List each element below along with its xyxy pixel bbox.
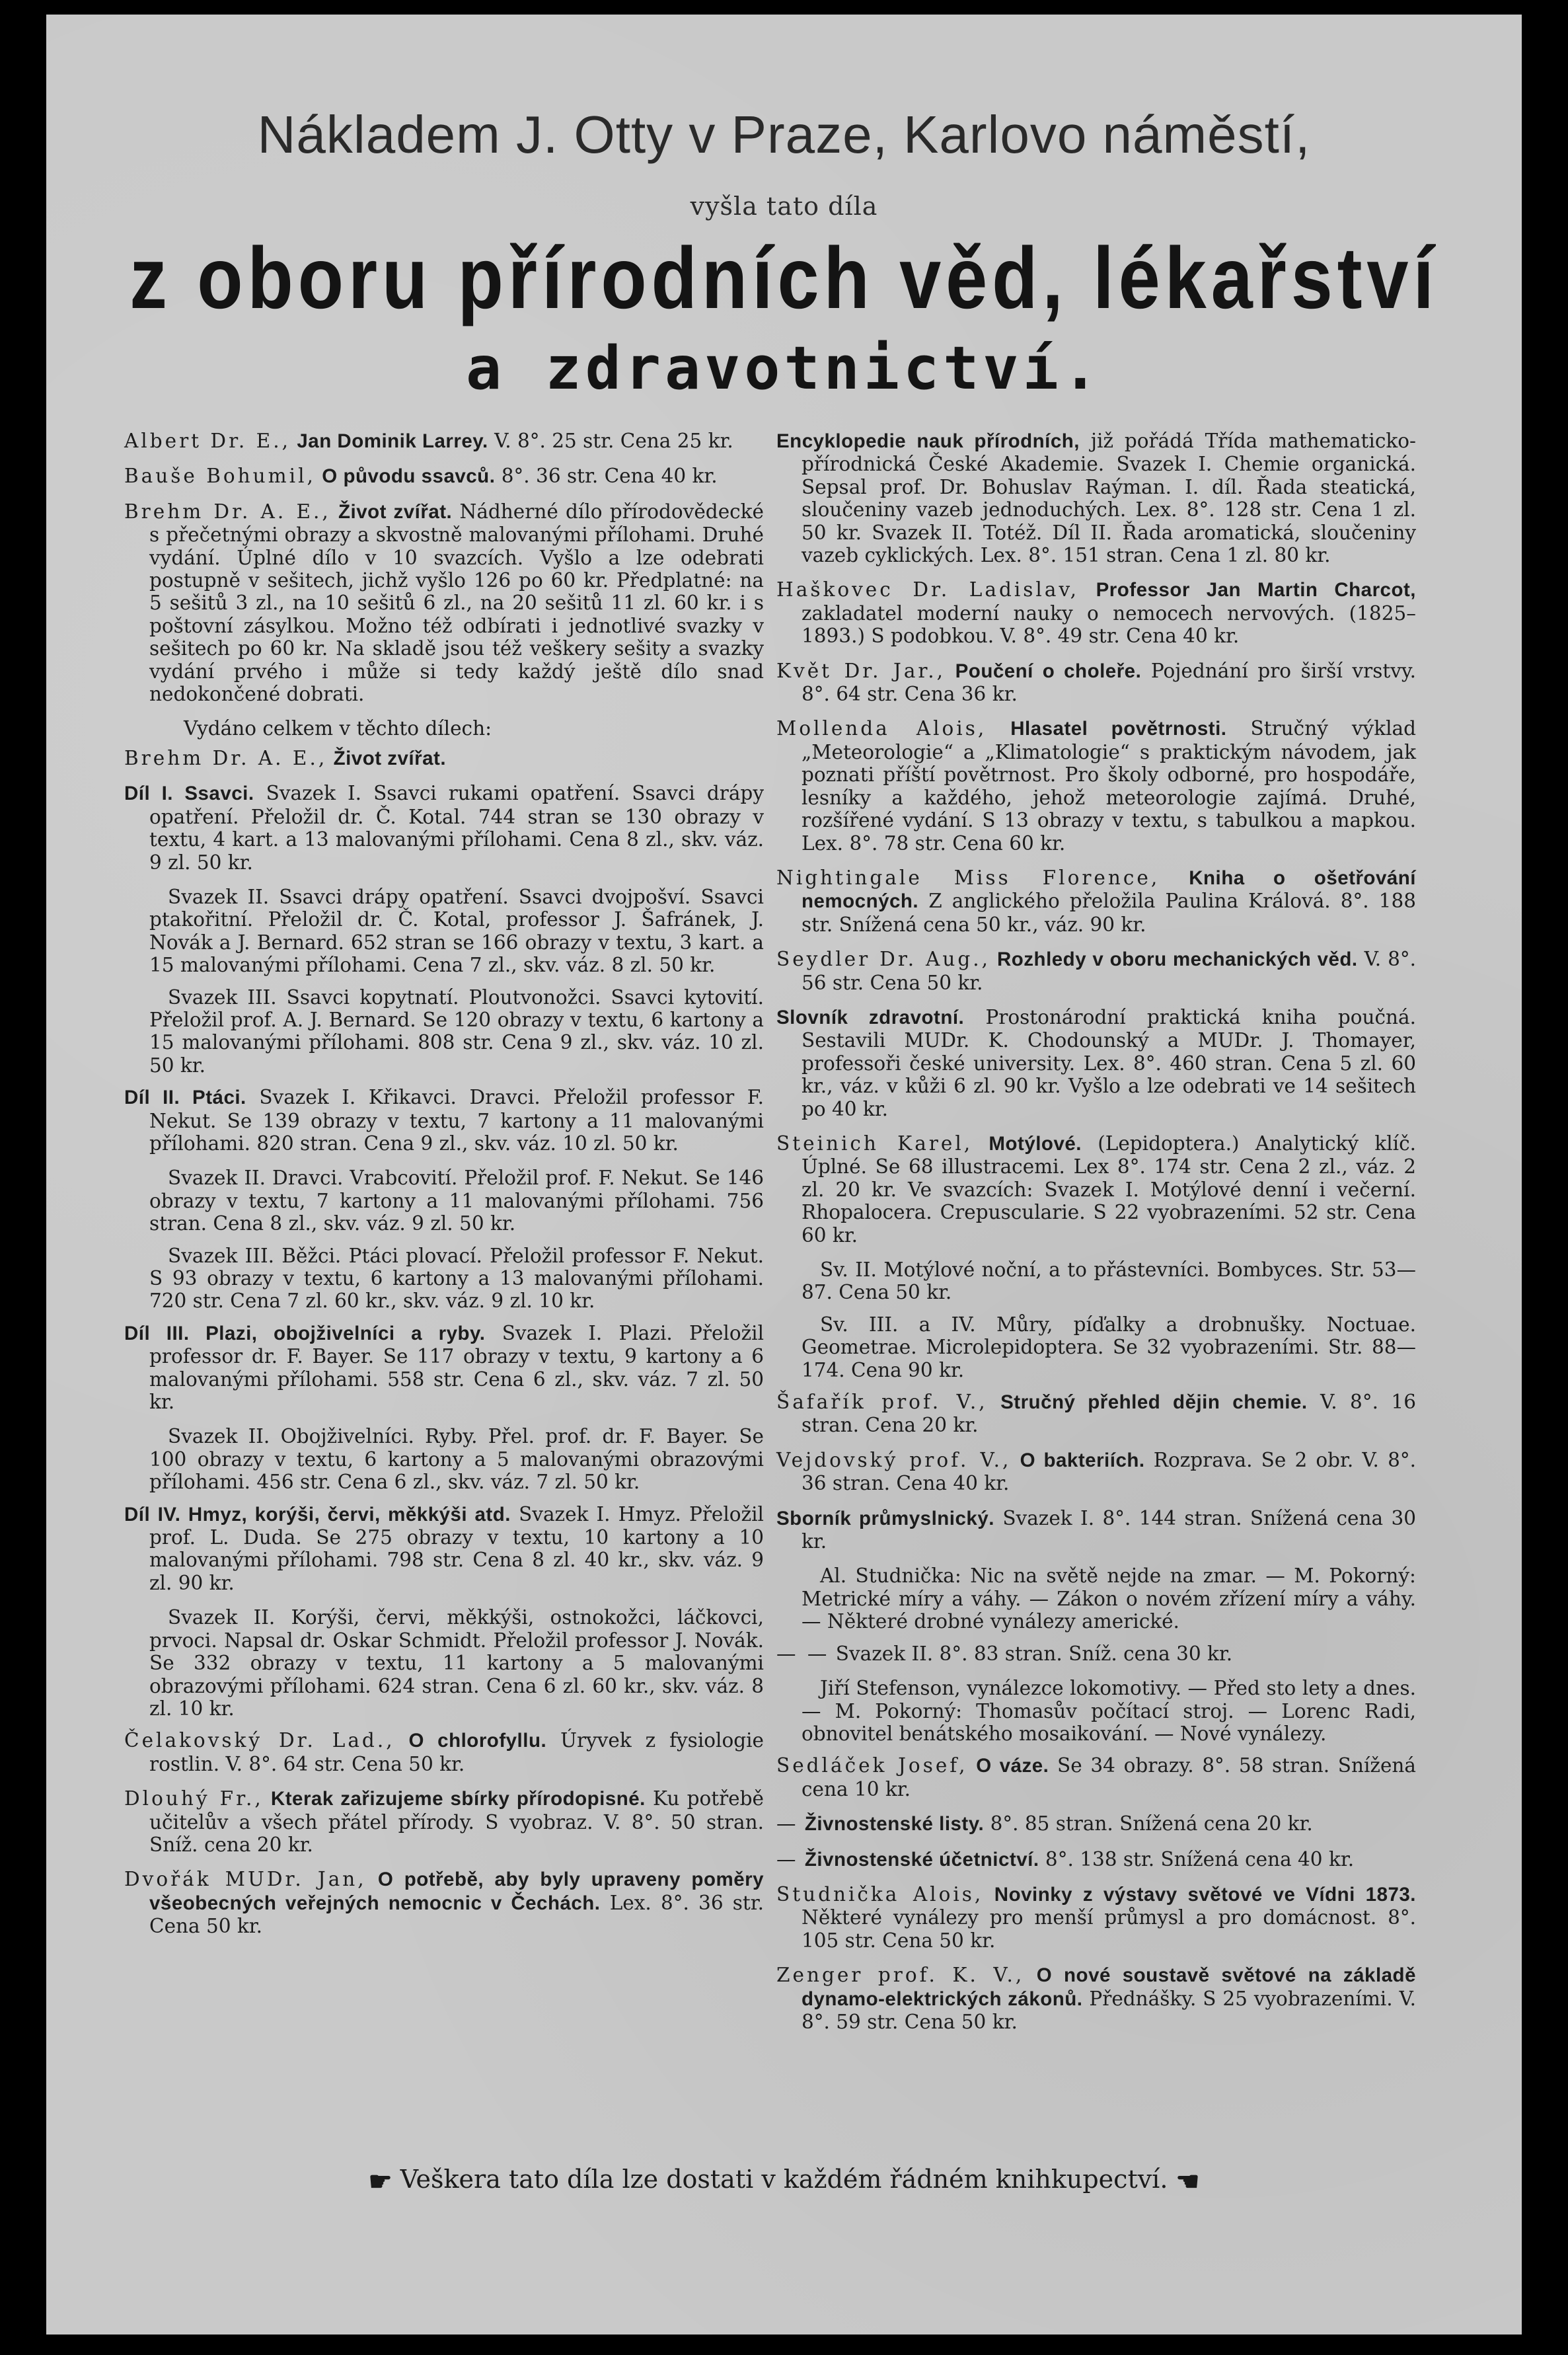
entry-description: Z anglického přeložila Paulina Králová. 8°. 188 str. Snížená cena 50 kr., váz. 90 kr. xyxy=(802,890,1416,936)
entry-title: O nové soustavě světové na základě dynamo-elektrických zákonů. xyxy=(802,1964,1416,2010)
entry-description: Lex. 8°. 36 str. Cena 50 kr. xyxy=(149,1891,765,1938)
entry-description: Jiří Stefenson, vynálezce lokomotivy. — Před sto lety a dnes. — M. Pokorný: Thomasův počítací stroj. — Lorenc Radi, obnovitel benátského mosaikování. — Nové vynálezy. xyxy=(802,1677,1416,1745)
entry-description: Svazek II. Dravci. Vrabcovití. Přeložil prof. F. Nekut. Se 146 obrazy v textu, 7 kartony a 11 malovanými přílohami. 756 stran. Cena 8 zl., skv. váz. 9 zl. 50 kr. xyxy=(149,1167,764,1235)
entry-description: Svazek II. 8°. 83 stran. Sníž. cena 30 kr. xyxy=(835,1642,1233,1665)
entry-author: — xyxy=(776,1847,799,1871)
catalog-entry xyxy=(124,1425,764,1493)
catalog-entry xyxy=(124,1167,764,1235)
catalog-entry xyxy=(124,782,764,874)
entry-description: Sv. II. Motýlové noční, a to přástevníci. Bombyces. Str. 53—87. Cena 50 kr. xyxy=(802,1258,1416,1304)
entry-description: V. 8°. 25 str. Cena 25 kr. xyxy=(494,430,733,452)
entry-description: 8°. 85 stran. Snížená cena 20 kr. xyxy=(990,1812,1313,1835)
catalog-entry xyxy=(124,1503,764,1595)
left-column xyxy=(124,430,764,1950)
entry-description: Svazek I. Křikavci. Dravci. Přeložil professor F. Nekut. Se 139 obrazy v textu, 7 kartony a 11 malovanými přílohami. 820 stran. Cena 9 zl., skv. váz. 10 zl. 50 kr. xyxy=(149,1086,764,1155)
publisher-line: Nákladem J. Otty v Praze, Karlovo náměstí, xyxy=(257,105,1311,164)
entry-author: Čelakovský Dr. Lad., xyxy=(124,1729,395,1752)
catalog-entry xyxy=(124,1086,764,1155)
catalog-entry xyxy=(124,1787,764,1856)
entry-author: Brehm Dr. A. E., xyxy=(124,746,328,769)
entry-author: Bauše Bohumil, xyxy=(124,465,316,488)
entry-description: Se 34 obrazy. 8°. 58 stran. Snížená cena 10 kr. xyxy=(802,1754,1416,1800)
entry-author: Brehm Dr. A. E., xyxy=(124,500,331,523)
entry-title: O chlorofyllu. xyxy=(408,1730,547,1752)
entry-author: — — xyxy=(776,1642,830,1665)
entry-title: Professor Jan Martin Charcot, xyxy=(1096,579,1416,601)
entry-title: Jan Dominik Larrey. xyxy=(297,430,488,452)
pointing-hand-right-icon: ☛ xyxy=(368,2166,392,2197)
entry-author: Seydler Dr. Aug., xyxy=(776,948,990,971)
entry-description: Svazek I. Hmyz. Přeložil prof. L. Duda. Se 275 obrazy v textu, 10 kartony a 10 malovanými přílohami. 798 str. Cena 8 zl. 40 kr., skv. váz. 9 zl. 90 kr. xyxy=(149,1502,764,1594)
catalog-entry xyxy=(776,1964,1416,2033)
entry-author: Dlouhý Fr., xyxy=(124,1787,264,1810)
entry-title: Rozhledy v oboru mechanických věd. xyxy=(996,948,1358,971)
entry-title: Sborník průmyslnický. xyxy=(776,1507,994,1529)
entry-title: Slovník zdravotní. xyxy=(776,1006,965,1028)
entry-description: Svazek I. Plazi. Přeložil professor dr. F. Bayer. Se 117 obrazy v textu, 9 kartony a 6 malovanými přílohami. 558 str. Cena 6 zl., skv. váz. 7 zl. 50 kr. xyxy=(149,1321,765,1414)
catalog-entry xyxy=(124,886,764,977)
entry-author: Zenger prof. K. V., xyxy=(776,1964,1025,1987)
entry-title: Novinky z výstavy světové ve Vídni 1873. xyxy=(994,1883,1416,1906)
entry-description: V. 8°. 16 stran. Cena 20 kr. xyxy=(802,1391,1416,1437)
entry-title: Díl III. Plazi, obojživelníci a ryby. xyxy=(124,1322,486,1344)
entry-title: Život zvířat. xyxy=(333,747,447,769)
entry-description: Prostonárodní praktická kniha poučná. Sestavili MUDr. K. Chodounský a MUDr. J. Thomayer, professoři české university. Lex. 8°. 460 stran. Cena 5 zl. 60 kr., váz. v kůži 6 zl. 90 kr. Vyšlo a lze odebrati ve 14 sešitech po 40 kr. xyxy=(802,1005,1416,1120)
entry-title: Stručný přehled dějin chemie. xyxy=(1000,1391,1308,1414)
catalog-entry xyxy=(776,1883,1416,1952)
catalog-entry xyxy=(776,1642,1416,1665)
entry-description: 8°. 138 str. Snížená cena 40 kr. xyxy=(1045,1847,1355,1871)
entry-description: V. 8°. 56 str. Cena 50 kr. xyxy=(802,948,1416,994)
entry-title: O váze. xyxy=(976,1755,1049,1777)
entry-title: Encyklopedie nauk přírodních, xyxy=(776,430,1080,452)
catalog-entry xyxy=(776,1754,1416,1800)
entry-description: Vydáno celkem v těchto dílech: xyxy=(184,717,492,740)
published-subtitle: vyšla tato díla xyxy=(690,192,878,221)
entry-author: Studnička Alois, xyxy=(776,1882,984,1906)
catalog-entry xyxy=(124,430,764,453)
catalog-entry xyxy=(124,1245,764,1313)
catalog-entry xyxy=(776,1258,1416,1304)
entry-title: Život zvířat. xyxy=(338,500,453,523)
catalog-entry xyxy=(776,578,1416,647)
footer-text: Veškera tato díla lze dostati v každém řádném knihkupectví. xyxy=(400,2165,1168,2194)
catalog-entry xyxy=(124,747,764,770)
entry-author: Mollenda Alois, xyxy=(776,717,987,740)
entry-description: Některé vynálezy pro menší průmysl a pro domácnost. 8°. 105 str. Cena 50 kr. xyxy=(802,1906,1416,1952)
main-heading: z oboru přírodních věd, lékařství xyxy=(130,229,1438,327)
entry-description: Svazek III. Ssavci kopytnatí. Ploutvonožci. Ssavci kytovití. Přeložil prof. A. J. Bernard. Se 120 obrazy v textu, 6 kartony a 15 malovanými přílohami. 808 str. Cena 9 zl., skv. váz. 10 zl. 50 kr. xyxy=(149,985,764,1077)
entry-description: Přednášky. S 25 vyobrazeními. V. 8°. 59 str. Cena 50 kr. xyxy=(802,1987,1416,2033)
pointing-hand-left-icon: ☚ xyxy=(1176,2166,1200,2197)
catalog-entry xyxy=(124,717,764,740)
catalog-entry xyxy=(776,1564,1416,1633)
catalog-entry xyxy=(776,1449,1416,1495)
entry-title: O bakteriích. xyxy=(1020,1449,1145,1471)
entry-author: Steinich Karel, xyxy=(776,1132,973,1155)
entry-description: Svazek I. Ssavci rukami opatření. Ssavci drápy opatření. Přeložil dr. Č. Kotal. 744 stran se 130 obrazy v textu, 4 kart. a 13 malovanými přílohami. Cena 8 zl., skv. váz. 9 zl. 50 kr. xyxy=(149,782,764,874)
entry-description: Ku potřebě učitelův a všech přátel přírody. S vyobraz. V. 8°. 50 stran. Sníž. cena 20 kr. xyxy=(149,1787,764,1856)
entry-author: — xyxy=(776,1812,799,1835)
entry-description: Pojednání pro širší vrstvy. 8°. 64 str. Cena 36 kr. xyxy=(802,659,1416,706)
catalog-entry xyxy=(776,867,1416,936)
catalog-entry xyxy=(776,1812,1416,1835)
catalog-entry xyxy=(124,1322,764,1414)
entry-author: Vejdovský prof. V., xyxy=(776,1448,1012,1471)
right-column xyxy=(776,430,1416,2045)
entry-title: O původu ssavců. xyxy=(322,465,496,488)
entry-author: Haškovec Dr. Ladislav, xyxy=(776,578,1079,601)
entry-author: Albert Dr. E., xyxy=(124,430,291,452)
catalog-entry xyxy=(776,1507,1416,1553)
catalog-entry xyxy=(124,986,764,1077)
entry-description: Svazek II. Obojživelníci. Ryby. Přel. prof. dr. F. Bayer. Se 100 obrazy v textu, 6 kartony a 5 malovanými obrazovými přílohami. 456 str. Cena 6 zl., skv. váz. 7 zl. 50 kr. xyxy=(149,1425,764,1494)
catalog-entry xyxy=(776,948,1416,994)
entry-title: Kniha o ošetřování nemocných. xyxy=(802,867,1416,913)
entry-title: Živnostenské listy. xyxy=(804,1813,985,1835)
entry-description: zakladatel moderní nauky o nemocech nervových. (1825–1893.) S podobkou. V. 8°. 49 str. Cena 40 kr. xyxy=(802,601,1416,648)
catalog-entry xyxy=(776,1677,1416,1745)
entry-title: Poučení o choleře. xyxy=(955,660,1142,682)
entry-description: Nádherné dílo přírodovědecké s přečetnými obrazy a skvostně malovanými přílohami. Druhé vydání. Úplné dílo v 10 svazcích. Vyšlo a lze odebrati postupně v sešitech, jichž vyšlo 126 po 60 kr. Předplatné: na 5 sešitů 3 zl., na 10 sešitů 6 zl., na 20 sešitů 11 zl. 60 kr. i s poštovní zásylkou. Možno též odbírati i jednotlivé svazky v sešitech po 60 kr. Na skladě jsou též veškery sešity a svazky vydání prvého i může si tedy každý ještě dílo snad nedokončené dobrati. xyxy=(149,500,765,706)
entry-author: Dvořák MUDr. Jan, xyxy=(124,1868,367,1891)
entry-description: 8°. 36 str. Cena 40 kr. xyxy=(501,465,718,488)
catalog-entry xyxy=(776,1848,1416,1871)
catalog-entry xyxy=(776,717,1416,854)
catalog-entry xyxy=(124,1606,764,1720)
entry-title: Živnostenské účetnictví. xyxy=(804,1848,1039,1871)
entry-description: již pořádá Třída mathematicko-přírodnická České Akademie. Svazek I. Chemie organická. Sepsal prof. Dr. Bohuslav Raýman. I. díl. Řada steatická, sloučeniny vazeb jednoduchých. Lex. 8°. 128 str. Cena 1 zl. 50 kr. Svazek II. Totéž. Díl II. Řada aromatická, sloučeniny vazeb cyklických. Lex. 8°. 151 stran. Cena 1 zl. 80 kr. xyxy=(802,430,1416,567)
footer-notice xyxy=(0,2165,1568,2197)
entry-title: Motýlové. xyxy=(989,1132,1082,1155)
entry-author: Šafařík prof. V., xyxy=(776,1391,988,1414)
entry-description: Sv. III. a IV. Můry, píďalky a drobnušky. Noctuae. Geometrae. Microlepidoptera. Se 32 vyobrazeními. Str. 88—174. Cena 90 kr. xyxy=(802,1313,1416,1381)
catalog-entry xyxy=(776,1313,1416,1381)
entry-author: Nightingale Miss Florence, xyxy=(776,866,1160,889)
entry-description: Al. Studnička: Nic na světě nejde na zmar. — M. Pokorný: Metrické míry a váhy. — Zákon o novém zřízení míry a váhy. — Některé drobné vynálezy americké. xyxy=(802,1564,1416,1633)
entry-description: (Lepidoptera.) Analytický klíč. Úplné. Se 68 illustracemi. Lex 8°. 174 str. Cena 2 zl., váz. 2 zl. 20 kr. Ve svazcích: Svazek I. Motýlové denní i večerní. Rhopalocera. Crepuscularie. S 22 vyobrazeními. 52 str. Cena 60 kr. xyxy=(802,1132,1416,1247)
entry-description: Svazek II. Ssavci drápy opatření. Ssavci dvojpošví. Ssavci ptakořitní. Přeložil dr. Č. Kotal, professor J. Šafránek, J. Novák a J. Bernard. 652 stran se 166 obrazy v textu, 3 kart. a 15 malovanými přílohami. Cena 7 zl., skv. váz. 8 zl. 50 kr. xyxy=(149,885,764,977)
main-heading-continuation: a zdravotnictví. xyxy=(466,334,1102,403)
catalog-entry xyxy=(776,430,1416,566)
entry-title: Díl IV. Hmyz, korýši, červi, měkkýši atd. xyxy=(124,1503,511,1525)
entry-description: Svazek III. Běžci. Ptáci plovací. Přeložil professor F. Nekut. S 93 obrazy v textu, 6 kartony a 13 malovanými přílohami. 720 str. Cena 7 zl. 60 kr., skv. váz. 9 zl. 10 kr. xyxy=(149,1244,764,1313)
entry-title: Hlasatel povětrnosti. xyxy=(1010,718,1227,740)
entry-title: Kterak zařizujeme sbírky přírodopisné. xyxy=(270,1788,646,1810)
catalog-entry xyxy=(776,1391,1416,1437)
catalog-entry xyxy=(776,1006,1416,1120)
catalog-entry xyxy=(124,1729,764,1775)
entry-author: Květ Dr. Jar., xyxy=(776,659,946,682)
entry-description: Úryvek z fysiologie rostlin. V. 8°. 64 str. Cena 50 kr. xyxy=(149,1729,764,1775)
catalog-entry xyxy=(124,500,764,706)
entry-title: Díl II. Ptáci. xyxy=(124,1087,246,1109)
entry-author: Sedláček Josef, xyxy=(776,1754,968,1777)
entry-description: Rozprava. Se 2 obr. V. 8°. 36 stran. Cena 40 kr. xyxy=(802,1448,1416,1495)
catalog-entry xyxy=(776,660,1416,706)
entry-description: Stručný výklad „Meteorologie“ a „Klimatologie“ s praktickým návodem, jak poznati příští povětrnost. Pro školy odborné, pro hospodáře, lesníky a každého, jehož meteorologie zajímá. Druhé, rozšířené vydání. S 13 obrazy v textu, s tabulkou a mapkou. Lex. 8°. 78 str. Cena 60 kr. xyxy=(802,717,1416,855)
catalog-entry xyxy=(124,1868,764,1937)
entry-description: Svazek II. Korýši, červi, měkkýši, ostnokožci, láčkovci, prvoci. Napsal dr. Oskar Schmidt. Přeložil professor J. Novák. Se 332 obrazy v textu, 11 kartony a 5 malovanými obrazovými přílohami. 624 stran. Cena 6 zl. 60 kr., skv. váz. 8 zl. 10 kr. xyxy=(149,1606,764,1720)
entry-title: Díl I. Ssavci. xyxy=(124,783,254,805)
catalog-entry xyxy=(124,465,764,488)
entry-title: O potřebě, aby byly upraveny poměry všeobecných veřejných nemocnic v Čechách. xyxy=(149,1869,764,1914)
entry-description: Svazek I. 8°. 144 stran. Snížená cena 30 kr. xyxy=(802,1506,1416,1553)
catalog-entry xyxy=(776,1132,1416,1247)
